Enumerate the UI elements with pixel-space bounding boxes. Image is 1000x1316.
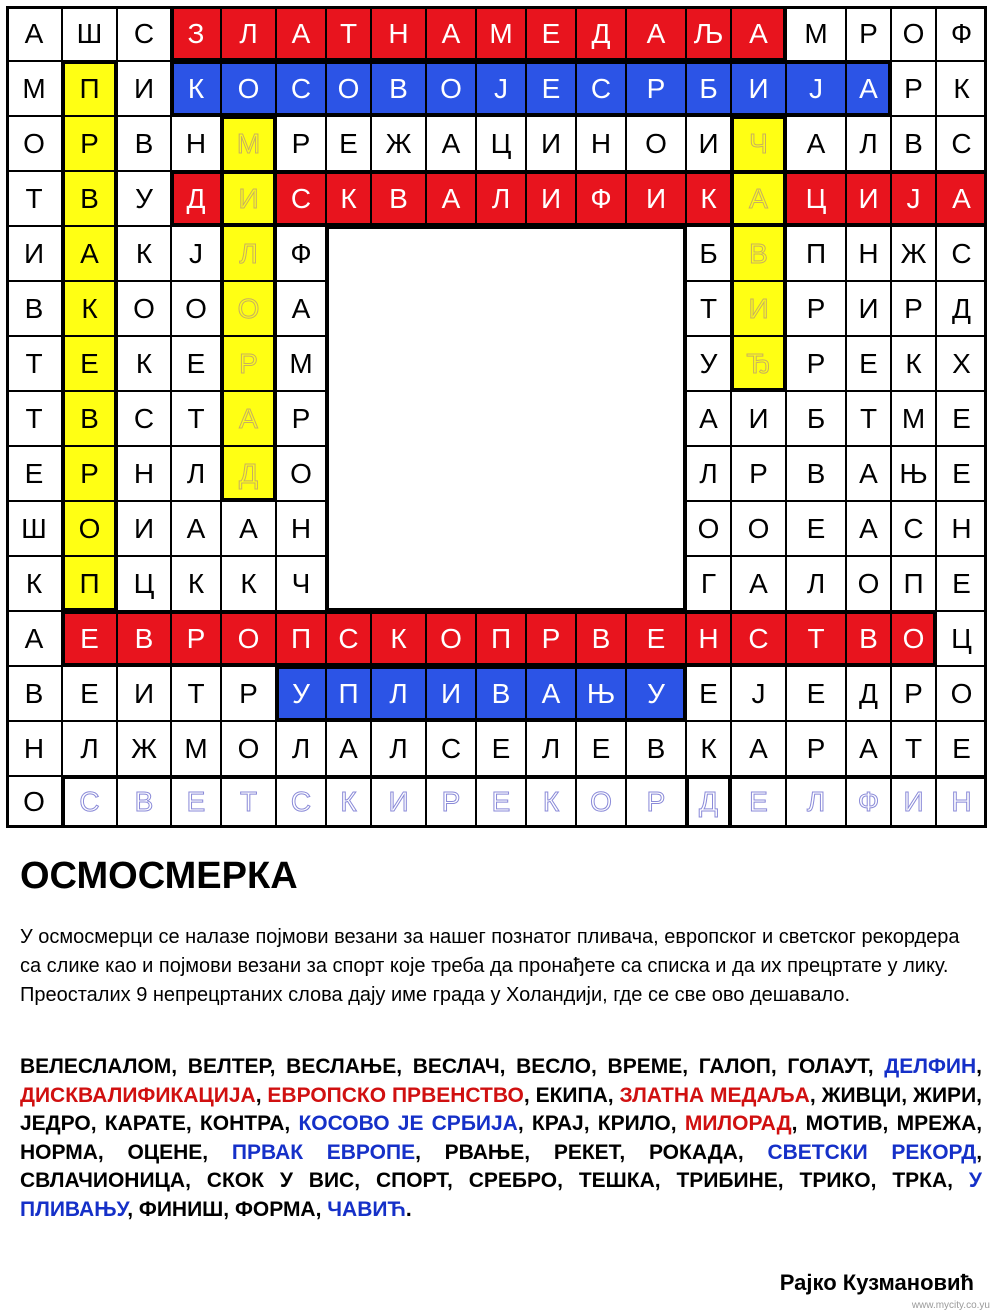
grid-cell: И (426, 666, 476, 721)
word-list-item: КОСОВО ЈЕ СРБИЈА (298, 1112, 518, 1135)
grid-cell: О (171, 281, 221, 336)
grid-cell: Т (221, 776, 276, 828)
grid-cell: В (62, 171, 117, 226)
word-list-item: КРАЈ (531, 1112, 584, 1135)
grid-cell: Ј (476, 61, 526, 116)
grid-cell: У (626, 666, 686, 721)
grid-cell: Ф (936, 6, 987, 61)
grid-cell: Р (62, 116, 117, 171)
grid-cell: С (326, 611, 371, 666)
grid-cell: О (62, 501, 117, 556)
grid-cell: Н (6, 721, 62, 776)
word-list-item: ТЕШКА (578, 1169, 655, 1192)
grid-cell: Е (526, 6, 576, 61)
grid-cell: Е (936, 556, 987, 611)
word-list-item: ЕКИПА (535, 1083, 608, 1107)
word-list-item: СВЛАЧИОНИЦА (20, 1169, 186, 1192)
grid-cell: О (936, 666, 987, 721)
grid-cell: А (686, 391, 731, 446)
grid-cell: М (221, 116, 276, 171)
grid-cell: Е (6, 446, 62, 501)
grid-cell: О (686, 501, 731, 556)
grid-cell: М (786, 6, 846, 61)
author-name: Рајко Кузмановић (779, 1270, 974, 1295)
word-list-item: МРЕЖА (896, 1112, 977, 1135)
grid-cell: И (526, 116, 576, 171)
grid-cell: Б (686, 226, 731, 281)
grid-cell: И (891, 776, 936, 828)
grid-cell: О (221, 61, 276, 116)
grid-cell: И (117, 666, 171, 721)
grid-cell: Е (62, 666, 117, 721)
word-list-item: КОНТРА (199, 1112, 285, 1135)
highlight-frame (171, 61, 891, 116)
grid-cell: О (326, 61, 371, 116)
word-list-item: ВЕСЛО (516, 1055, 592, 1078)
grid-cell: Р (526, 611, 576, 666)
grid-cell: В (476, 666, 526, 721)
grid-cell: О (276, 446, 326, 501)
grid-cell: К (326, 776, 371, 828)
grid-cell: Л (846, 116, 891, 171)
word-list-item: ТРИКО (799, 1169, 871, 1192)
grid-cell: Л (686, 446, 731, 501)
grid-cell: И (731, 61, 786, 116)
word-list-item: МОТИВ (805, 1112, 883, 1135)
grid-cell: И (371, 776, 426, 828)
grid-cell: И (846, 171, 891, 226)
word-list-item: ДЕЛФИН (884, 1055, 977, 1078)
grid-cell: О (221, 611, 276, 666)
grid-cell: П (326, 666, 371, 721)
grid-cell: С (426, 721, 476, 776)
grid-cell: Ж (117, 721, 171, 776)
word-list-item: ЖИВЦИ (821, 1083, 902, 1107)
grid-cell: К (171, 556, 221, 611)
grid-cell: И (686, 116, 731, 171)
highlight-frame (221, 116, 276, 501)
word-list-item: ГАЛОП (698, 1055, 771, 1078)
grid-cell: С (276, 61, 326, 116)
grid-cell: Р (891, 666, 936, 721)
grid-cell: К (371, 611, 426, 666)
grid-cell: Ц (936, 611, 987, 666)
grid-cell: Д (221, 446, 276, 501)
word-list-item: КРИЛО (597, 1112, 671, 1135)
grid-cell: У (117, 171, 171, 226)
word-list-item: НОРМА (20, 1140, 98, 1164)
grid-cell: К (171, 61, 221, 116)
grid-cell: Р (786, 721, 846, 776)
grid-cell: Ц (786, 171, 846, 226)
grid-cell: Ж (371, 116, 426, 171)
word-list-item: ЗЛАТНА МЕДАЉА (619, 1083, 810, 1107)
grid-cell: А (276, 281, 326, 336)
grid-cell: И (526, 171, 576, 226)
grid-cell: М (171, 721, 221, 776)
grid-cell: Е (786, 501, 846, 556)
grid-cell: Р (276, 116, 326, 171)
grid-cell: О (6, 776, 62, 828)
grid-cell: Л (221, 6, 276, 61)
grid-cell: И (6, 226, 62, 281)
grid-cell: Р (221, 666, 276, 721)
grid-cell: А (526, 666, 576, 721)
grid-cell: О (117, 281, 171, 336)
grid-cell: И (731, 281, 786, 336)
grid-cell: Р (731, 446, 786, 501)
grid-cell: А (6, 6, 62, 61)
grid-cell: В (6, 281, 62, 336)
grid-cell: О (626, 116, 686, 171)
grid-cell: Ђ (731, 336, 786, 391)
grid-cell: К (686, 721, 731, 776)
grid-cell: П (62, 61, 117, 116)
grid-cell: А (221, 391, 276, 446)
grid-cell: К (526, 776, 576, 828)
grid-cell: Т (686, 281, 731, 336)
word-list-item: МИЛОРАД (684, 1112, 792, 1135)
grid-cell: Р (891, 61, 936, 116)
grid-cell: Л (62, 721, 117, 776)
highlight-frame (171, 6, 786, 61)
grid-cell: Е (62, 611, 117, 666)
word-list-item: ЖИРИ (912, 1083, 977, 1107)
grid-cell: Н (846, 226, 891, 281)
grid-cell: В (6, 666, 62, 721)
grid-cell: Т (171, 391, 221, 446)
grid-cell: А (846, 446, 891, 501)
grid-cell: Т (891, 721, 936, 776)
grid-cell: А (731, 721, 786, 776)
grid-cell: З (171, 6, 221, 61)
grid-cell: А (936, 171, 987, 226)
grid-cell: Е (936, 721, 987, 776)
grid-cell: У (686, 336, 731, 391)
grid-cell: И (221, 171, 276, 226)
grid-cell: Д (171, 171, 221, 226)
word-list-item: СВЕТСКИ РЕКОРД (767, 1140, 977, 1164)
word-list-item: ФИНИШ (138, 1197, 224, 1221)
grid-cell: К (6, 556, 62, 611)
grid-cell: Л (526, 721, 576, 776)
grid-cell: О (576, 776, 626, 828)
grid-cell: А (846, 61, 891, 116)
grid-cell: Е (786, 666, 846, 721)
grid-cell: Т (6, 171, 62, 226)
grid-cell: Е (171, 776, 221, 828)
grid-cell: Д (576, 6, 626, 61)
highlight-frame (62, 776, 731, 828)
grid-cell: М (891, 391, 936, 446)
grid-cell: А (426, 6, 476, 61)
grid-cell: Л (786, 556, 846, 611)
grid-cell: В (117, 776, 171, 828)
word-list-item: ПРВАК ЕВРОПЕ (231, 1140, 416, 1164)
grid-cell: Х (936, 336, 987, 391)
grid-cell: А (786, 116, 846, 171)
highlight-frame (171, 171, 987, 226)
grid-cell: А (731, 556, 786, 611)
word-list-item: ЕВРОПСКО ПРВЕНСТВО (267, 1083, 524, 1107)
grid-cell: А (846, 501, 891, 556)
grid-cell: Ф (276, 226, 326, 281)
grid-cell: К (936, 61, 987, 116)
grid-cell: А (426, 171, 476, 226)
word-list-item: У ПЛИВАЊУ (20, 1169, 982, 1221)
grid-cell: С (731, 611, 786, 666)
grid-center-blank (326, 226, 686, 611)
grid-cell: Л (786, 776, 846, 828)
word-list-item: РОКАДА (648, 1140, 738, 1164)
grid-cell: П (786, 226, 846, 281)
grid-cell: С (276, 171, 326, 226)
grid-cell: Е (731, 776, 786, 828)
grid-cell: А (276, 6, 326, 61)
grid-cell: М (476, 6, 526, 61)
grid-cell: Р (221, 336, 276, 391)
grid-cell: П (62, 556, 117, 611)
grid-cell: Б (686, 61, 731, 116)
grid-cell: К (221, 556, 276, 611)
grid-cell: Ц (476, 116, 526, 171)
grid-cell: Ф (576, 171, 626, 226)
word-list-item: ВЕЛТЕР (187, 1055, 270, 1078)
grid-cell: Е (846, 336, 891, 391)
grid-cell: Р (171, 611, 221, 666)
grid-cell: О (891, 6, 936, 61)
grid-cell: С (576, 61, 626, 116)
grid-cell: Р (276, 391, 326, 446)
grid-cell: Ј (786, 61, 846, 116)
grid-cell: Р (426, 776, 476, 828)
grid-cell: Р (786, 281, 846, 336)
word-list-item: ТРКА (892, 1169, 948, 1192)
word-list-item: РЕКЕТ (553, 1140, 620, 1164)
grid-cell: Н (936, 501, 987, 556)
grid-cell: Њ (576, 666, 626, 721)
word-list-item: ВЕСЛАЧ (412, 1055, 500, 1078)
highlight-frame (686, 776, 987, 828)
grid-cell: Ж (891, 226, 936, 281)
grid-cell: В (731, 226, 786, 281)
grid-cell: Д (936, 281, 987, 336)
grid-cell: А (846, 721, 891, 776)
grid-cell: Њ (891, 446, 936, 501)
grid-cell: С (276, 776, 326, 828)
grid-cell: И (117, 61, 171, 116)
grid-cell: Е (626, 611, 686, 666)
grid-cell: В (846, 611, 891, 666)
grid-cell: Е (686, 666, 731, 721)
grid-cell: Ч (731, 116, 786, 171)
grid-cell: О (426, 61, 476, 116)
grid-cell: Ј (171, 226, 221, 281)
grid-cell: Љ (686, 6, 731, 61)
grid-cell: Н (936, 776, 987, 828)
word-list-item: ДИСКВАЛИФИКАЦИЈА (20, 1083, 256, 1107)
word-list-item: ЈЕДРО (20, 1112, 91, 1135)
grid-cell: Р (626, 61, 686, 116)
grid-cell: Л (171, 446, 221, 501)
grid-cell: Г (686, 556, 731, 611)
grid-cell: О (891, 611, 936, 666)
grid-cell: Н (686, 611, 731, 666)
grid-cell: И (846, 281, 891, 336)
grid-cell: Е (171, 336, 221, 391)
grid-cell: К (686, 171, 731, 226)
grid-cell: С (117, 6, 171, 61)
highlight-frame (731, 116, 786, 391)
grid-cell: Ј (731, 666, 786, 721)
grid-cell: О (6, 116, 62, 171)
puzzle-title: ОСМОСМЕРКА (20, 855, 298, 897)
puzzle-instructions: У осмосмерци се налазе појмови везани за нашег познатог пливача, европског и светског рекордера са слике као и појмови везани за спорт које треба да пронађете са списка и да их прецртате у лику. Преосталих 9 непрецртаних слова дају име града у Холандији, где се све ово дешавало. (20, 926, 960, 1006)
grid-cell: А (6, 611, 62, 666)
word-list-item: ВЕСЛАЊЕ (286, 1055, 397, 1078)
grid-cell: Е (576, 721, 626, 776)
grid-cell: П (476, 611, 526, 666)
word-list-item: РВАЊЕ (444, 1140, 525, 1164)
grid-cell: Т (846, 391, 891, 446)
grid-cell: А (731, 171, 786, 226)
word-list-item: ВЕЛЕСЛАЛОМ (20, 1055, 172, 1078)
grid-cell: С (117, 391, 171, 446)
grid-cell: О (846, 556, 891, 611)
grid-cell: Н (117, 446, 171, 501)
grid-cell: П (891, 556, 936, 611)
grid-cell: В (786, 446, 846, 501)
grid-cell: Т (6, 391, 62, 446)
grid-cell: Т (326, 6, 371, 61)
grid-cell: К (891, 336, 936, 391)
grid-cell: Т (6, 336, 62, 391)
word-list-item: ОЦЕНЕ (127, 1140, 203, 1164)
word-list-item: ТРИБИНЕ (676, 1169, 778, 1192)
grid-cell: Р (786, 336, 846, 391)
grid-cell: К (117, 336, 171, 391)
grid-cell: Л (371, 666, 426, 721)
grid-cell: Л (221, 226, 276, 281)
grid-cell: Т (786, 611, 846, 666)
word-list-item: ВРЕМЕ (607, 1055, 683, 1078)
grid-cell: Р (626, 776, 686, 828)
grid-cell: Д (686, 776, 731, 828)
grid-cell: К (326, 171, 371, 226)
highlight-frame (62, 61, 117, 611)
grid-cell: И (731, 391, 786, 446)
grid-cell: Н (276, 501, 326, 556)
grid-cell: А (326, 721, 371, 776)
highlight-frame (62, 611, 936, 666)
grid-cell: В (371, 171, 426, 226)
grid-cell: М (276, 336, 326, 391)
grid-cell: А (62, 226, 117, 281)
grid-cell: К (62, 281, 117, 336)
word-list-item: КАРАТЕ (104, 1112, 186, 1135)
grid-cell: В (62, 391, 117, 446)
grid-cell: М (6, 61, 62, 116)
grid-cell: Е (326, 116, 371, 171)
grid-cell: Н (576, 116, 626, 171)
grid-cell: Л (476, 171, 526, 226)
grid-cell: О (731, 501, 786, 556)
grid-cell: Ш (6, 501, 62, 556)
grid-cell: Ф (846, 776, 891, 828)
word-list-item: ГОЛАУТ (787, 1055, 868, 1078)
grid-cell: Т (171, 666, 221, 721)
grid-cell: П (276, 611, 326, 666)
grid-cell: О (426, 611, 476, 666)
grid-cell: В (626, 721, 686, 776)
grid-cell: С (936, 226, 987, 281)
grid-cell: В (117, 611, 171, 666)
highlight-frame (276, 666, 686, 721)
grid-cell: О (221, 281, 276, 336)
grid-cell: Л (371, 721, 426, 776)
grid-cell: С (936, 116, 987, 171)
grid-cell: Е (476, 721, 526, 776)
grid-cell: Е (936, 391, 987, 446)
grid-cell: А (221, 501, 276, 556)
word-search-grid (6, 6, 987, 828)
grid-cell: В (891, 116, 936, 171)
grid-cell: Ј (891, 171, 936, 226)
grid-cell: Н (171, 116, 221, 171)
grid-cell: В (371, 61, 426, 116)
grid-cell: Ч (276, 556, 326, 611)
grid-cell: Р (846, 6, 891, 61)
grid-cell: Б (786, 391, 846, 446)
word-list-item: ЧАВИЋ (327, 1197, 406, 1221)
grid-cell: С (62, 776, 117, 828)
grid-cell: С (891, 501, 936, 556)
word-list-item: СРЕБРО (468, 1169, 558, 1192)
grid-cell: Е (936, 446, 987, 501)
word-list-item: СКОК У ВИС (206, 1169, 355, 1192)
grid-cell: Е (526, 61, 576, 116)
grid-cell: В (117, 116, 171, 171)
grid-cell: В (576, 611, 626, 666)
grid-cell: Е (476, 776, 526, 828)
grid-cell: Л (276, 721, 326, 776)
grid-cell: Р (62, 446, 117, 501)
grid-cell: И (626, 171, 686, 226)
grid-cell: Н (371, 6, 426, 61)
grid-cell: А (626, 6, 686, 61)
grid-cell: Р (891, 281, 936, 336)
grid-cell: У (276, 666, 326, 721)
grid-cell: А (731, 6, 786, 61)
grid-cell: А (171, 501, 221, 556)
grid-cell: И (117, 501, 171, 556)
grid-cell: О (221, 721, 276, 776)
grid-cell: А (426, 116, 476, 171)
word-list-item: ФОРМА (234, 1197, 316, 1221)
grid-cell: Ц (117, 556, 171, 611)
grid-cell: Д (846, 666, 891, 721)
grid-cell: Ш (62, 6, 117, 61)
word-list-item: СПОРТ (375, 1169, 448, 1192)
word-list: ВЕЛЕСЛАЛОМ, ВЕЛТЕР, ВЕСЛАЊЕ, ВЕСЛАЧ, ВЕСЛО, ВРЕМЕ, ГАЛОП, ГОЛАУТ, ДЕЛФИН, ДИСКВАЛИФИКАЦИЈА, ЕВРОПСКО ПРВЕНСТВО, ЕКИПА, ЗЛАТНА МЕДАЉА, ЖИВЦИ, ЖИРИ, ЈЕДРО, КАРАТЕ, КОНТРА, КОСОВО ЈЕ СРБИЈА, КРАЈ, КРИЛО, МИЛОРАД, МОТИВ, МРЕЖА, НОРМА, ОЦЕНЕ, ПРВАК ЕВРОПЕ, РВАЊЕ, РЕКЕТ, РОКАДА, СВЕТСКИ РЕКОРД, СВЛАЧИОНИЦА, СКОК У ВИС, СПОРТ, СРЕБРО, ТЕШКА, ТРИБИНЕ, ТРИКО, ТРКА, У ПЛИВАЊУ, ФИНИШ, ФОРМА, ЧАВИЋ. (20, 1055, 983, 1221)
grid-cell: К (117, 226, 171, 281)
watermark: www.mycity.co.yu (911, 1300, 990, 1311)
grid-cell: Е (62, 336, 117, 391)
